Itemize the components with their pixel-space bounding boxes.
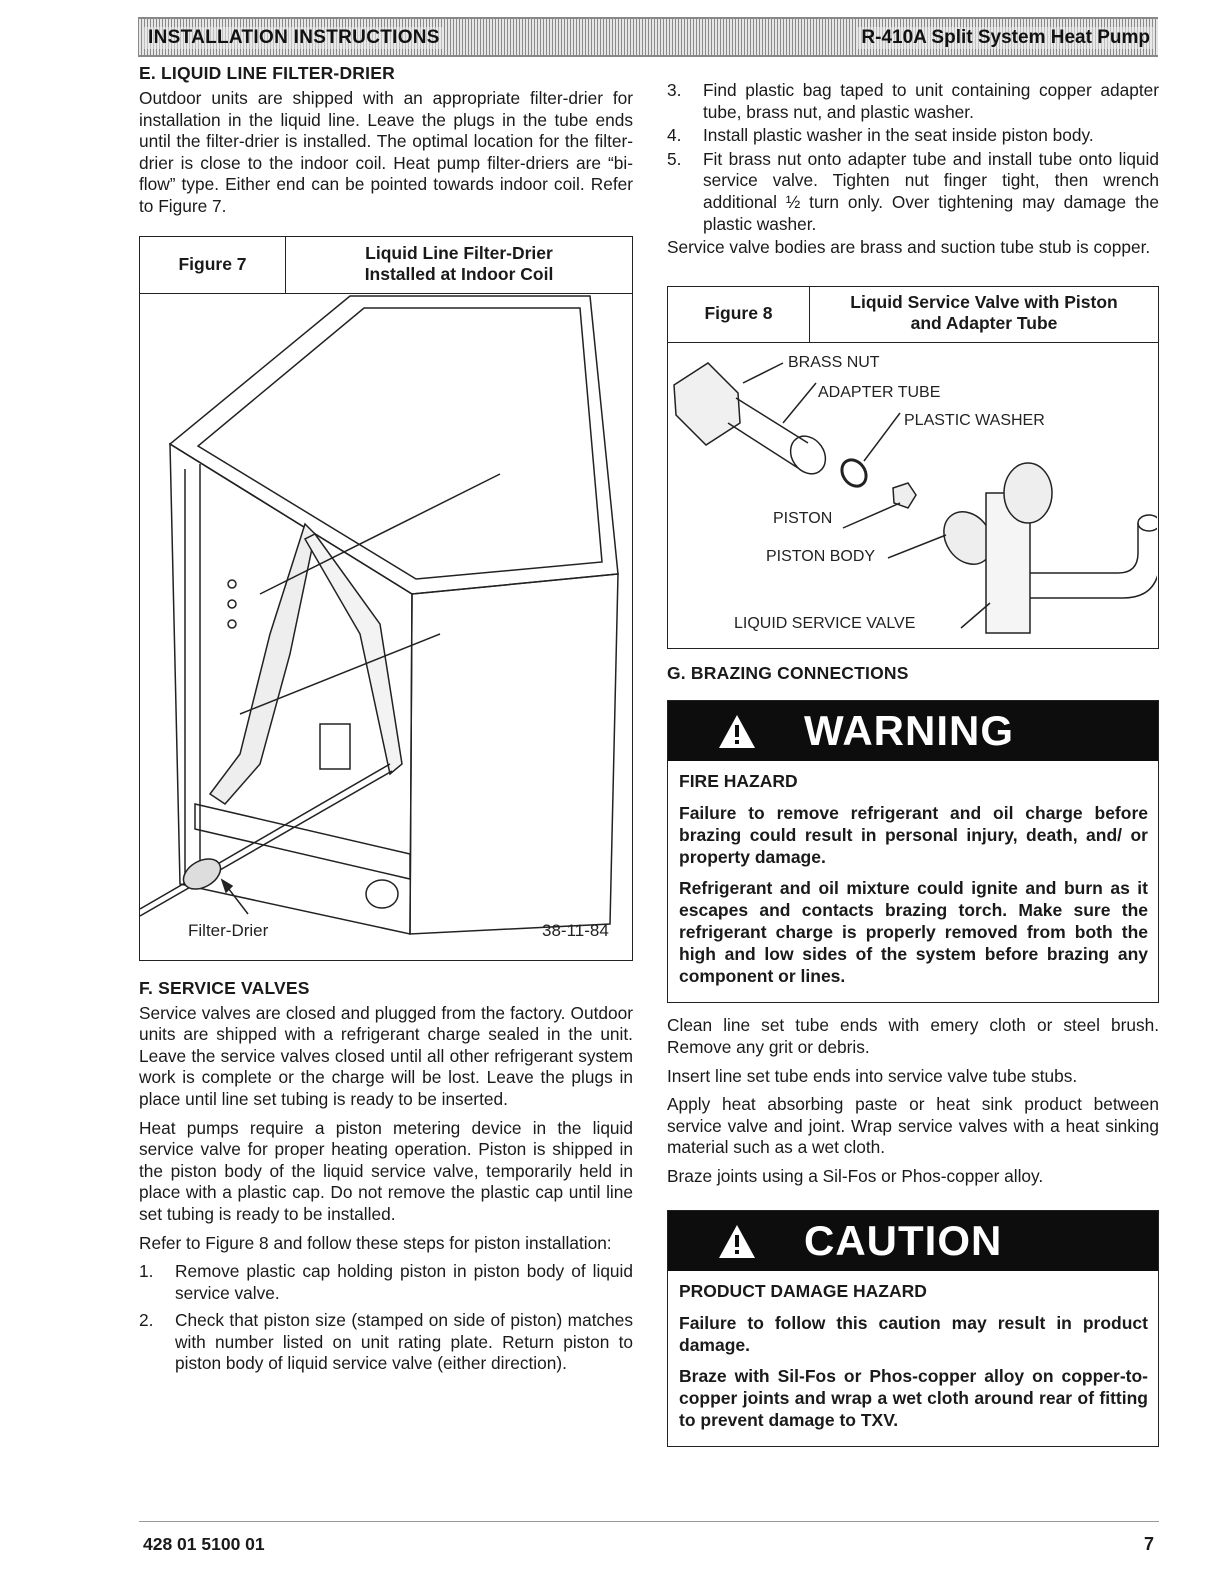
warning-hazard-title: FIRE HAZARD	[679, 770, 798, 791]
section-f-heading: F. SERVICE VALVES	[139, 977, 310, 998]
section-g-heading: G. BRAZING CONNECTIONS	[667, 662, 909, 683]
label-adapter-tube: ADAPTER TUBE	[818, 383, 941, 401]
cabinet-front-panel	[410, 574, 618, 934]
figure-7-title	[286, 237, 632, 293]
label-piston-body: PISTON BODY	[766, 547, 876, 565]
warning-signal-word: WARNING	[804, 706, 1014, 754]
figure-8	[667, 286, 1159, 649]
left-column	[139, 62, 633, 1381]
a-coil-left-slab	[210, 524, 315, 804]
filter-drier-callout: Filter-Drier	[188, 920, 269, 940]
caution-header	[668, 1211, 1158, 1271]
suction-tube-shape	[1030, 523, 1138, 573]
list-item	[667, 80, 1159, 123]
figure-8-title-line1: Liquid Service Valve with Piston	[850, 291, 1118, 312]
figure-7-title-line2: Installed at Indoor Coil	[364, 263, 554, 284]
screw	[228, 600, 236, 608]
label-piston: PISTON	[773, 509, 833, 527]
step-number: 4.	[667, 125, 682, 146]
footer-page-number: 7	[1144, 1534, 1155, 1554]
caution-box	[667, 1210, 1159, 1448]
cabinet-top-inner	[198, 308, 602, 579]
step-text: Install plastic washer in the seat inside piston body.	[703, 125, 1094, 146]
step-number: 3.	[667, 80, 682, 100]
step-text: Remove plastic cap holding piston in piston body of liquid service valve.	[175, 1261, 633, 1303]
section-e-heading: E. LIQUID LINE FILTER-DRIER	[139, 63, 395, 83]
step-number: 1.	[139, 1261, 154, 1282]
section-f-para1: Service valves are closed and plugged from the factory. Outdoor units are shipped with a refrigerant charge sealed in the unit. Leave the service valves closed until all other refrigerant system work is complete or the charge will be lost. Leave the plugs in place until line set tubing is ready to be inserted.	[139, 1002, 633, 1109]
list-item	[139, 1310, 633, 1375]
list-item	[667, 149, 1159, 235]
warning-body	[668, 761, 1158, 1003]
screw	[228, 620, 236, 628]
figure-7	[139, 236, 633, 961]
section-g-para1: Clean line set tube ends with emery cloth or steel brush. Remove any grit or debris.	[667, 1015, 1159, 1057]
figure-7-title-line1: Liquid Line Filter-Drier	[365, 242, 553, 263]
screw	[228, 580, 236, 588]
figure-8-title-line2: and Adapter Tube	[910, 312, 1058, 333]
caution-text-2: Braze with Sil-Fos or Phos-copper alloy on copper-to-copper joints and wrap a wet cloth around rear of fitting to prevent damage to TXV.	[679, 1366, 1148, 1431]
list-item	[667, 125, 1159, 147]
section-f-para3: Refer to Figure 8 and follow these steps for piston installation:	[139, 1232, 612, 1253]
warning-text-2: Refrigerant and oil mixture could ignite and burn as it escapes and contacts brazing torch. Make sure the refrigerant charge is properly removed from both the high and low sides of the system before brazing any component or lines.	[679, 878, 1148, 987]
section-f-closing: Service valve bodies are brass and suction tube stub is copper.	[667, 237, 1151, 258]
figure-7-header	[140, 237, 632, 294]
plastic-washer-shape	[837, 455, 871, 491]
figure-8-illustration	[668, 343, 1157, 646]
warning-header	[668, 701, 1158, 761]
figure-7-code: 38-11-84	[542, 920, 609, 940]
step-text: Find plastic bag taped to unit containing copper adapter tube, brass nut, and plastic washer.	[703, 80, 1159, 122]
header-title-right: R-410A Split System Heat Pump	[857, 27, 1154, 49]
label-liquid-service-valve: LIQUID SERVICE VALVE	[734, 614, 916, 632]
header-title-left: INSTALLATION INSTRUCTIONS	[144, 27, 444, 49]
access-plate	[320, 724, 350, 769]
section-g-para3: Apply heat absorbing paste or heat sink product between service valve and joint. Wrap service valves with a heat sinking material such as a wet cloth.	[667, 1094, 1159, 1158]
step-number: 2.	[139, 1310, 154, 1331]
caution-text-1: Failure to follow this caution may result in product damage.	[679, 1313, 1148, 1356]
caution-signal-word: CAUTION	[804, 1216, 1003, 1264]
section-g-para2: Insert line set tube ends into service valve tube stubs.	[667, 1065, 1078, 1086]
step-text: Check that piston size (stamped on side of piston) matches with number listed on unit rating plate. Return piston to piston body of liquid service valve (either direction).	[175, 1310, 633, 1374]
section-e-body: Outdoor units are shipped with an appropriate filter-drier for installation in the liquid line. Leave the plugs in the tube ends until the filter-drier is installed. The optimal location for the filter-drier is close to the indoor coil. Heat pump filter-driers are “bi-flow” type. Either end can be pointed towards indoor coil. Refer to Figure 7.	[139, 88, 633, 216]
list-item	[139, 1261, 633, 1304]
figure-8-header	[668, 287, 1158, 343]
step-number: 5.	[667, 148, 682, 169]
brass-nut-shape	[674, 363, 740, 445]
valve-cap-shape	[1004, 463, 1052, 523]
piston-steps-list-1	[139, 1261, 633, 1375]
footer-rule	[139, 1521, 1159, 1522]
label-plastic-washer: PLASTIC WASHER	[904, 411, 1045, 429]
warning-text-1: Failure to remove refrigerant and oil charge before brazing could result in personal injury, death, and/ or property damage.	[679, 803, 1148, 868]
caution-triangle-icon	[716, 1220, 758, 1262]
figure-7-number: Figure 7	[140, 237, 286, 293]
section-f-para2: Heat pumps require a piston metering device in the liquid service valve for proper heating operation. Piston is shipped in the piston body of the liquid service valve, temporarily held in place with a plastic cap. Do not remove the plastic cap until line set tubing is ready to be installed.	[139, 1117, 633, 1224]
caution-body	[668, 1271, 1158, 1447]
figure-8-number: Figure 8	[668, 287, 810, 342]
right-column	[667, 80, 1159, 1447]
warning-box	[667, 700, 1159, 1004]
warning-triangle-icon	[716, 710, 758, 752]
header-bar	[138, 17, 1158, 57]
figure-7-illustration	[140, 294, 631, 958]
caution-hazard-title: PRODUCT DAMAGE HAZARD	[679, 1280, 927, 1301]
label-brass-nut: BRASS NUT	[788, 353, 880, 371]
footer-doc-number: 428 01 5100 01	[143, 1534, 265, 1554]
piston-steps-list-2	[667, 80, 1159, 235]
step-text: Fit brass nut onto adapter tube and install tube onto liquid service valve. Tighten nut finger tight, then wrench additional ½ turn only. Over tightening may damage the plastic washer.	[703, 148, 1159, 234]
logo-plate	[366, 880, 398, 908]
figure-8-title	[810, 287, 1158, 342]
cabinet-top-frame	[170, 296, 618, 594]
section-g-para4: Braze joints using a Sil-Fos or Phos-copper alloy.	[667, 1165, 1044, 1186]
adapter-tube-end	[783, 429, 832, 480]
